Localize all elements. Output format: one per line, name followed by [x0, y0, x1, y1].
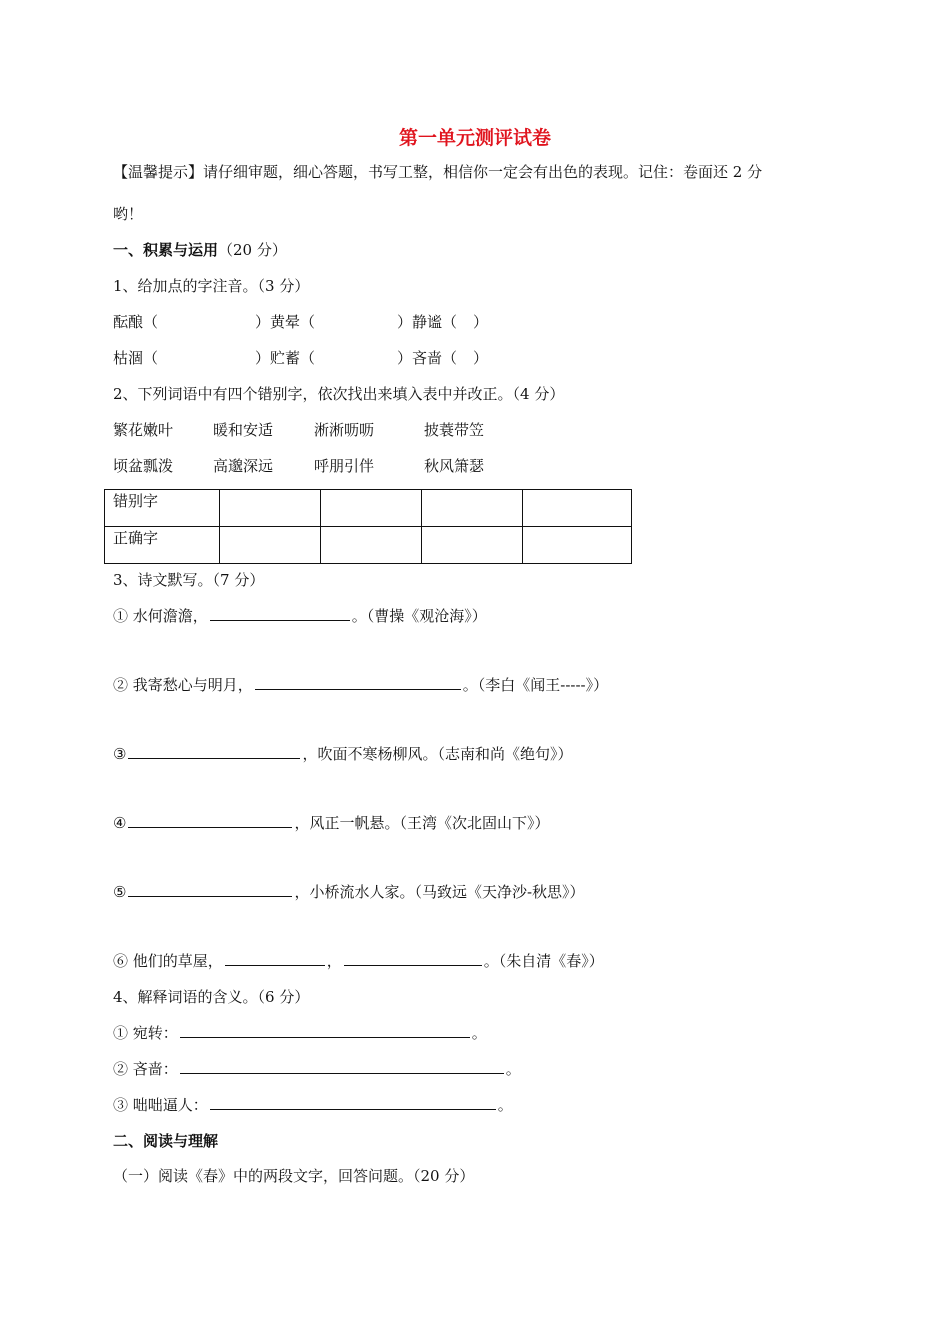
q2-word: 高邈深远 — [213, 457, 274, 475]
q3-item-text: ，小桥流水人家。（马致远《天净沙-秋思》） — [294, 883, 585, 901]
q2-row-2 — [113, 456, 484, 476]
q3-item-text: ⑤ — [113, 883, 127, 901]
q2-word: 繁花嫩叶 — [113, 421, 174, 439]
table-cell-input[interactable] — [422, 490, 523, 527]
q2-word: 暖和安适 — [213, 421, 274, 439]
table-cell-input[interactable] — [321, 490, 422, 527]
table-cell-input[interactable] — [220, 490, 321, 527]
q3-prompt: 3、诗文默写。（7 分） — [113, 571, 265, 589]
answer-blank[interactable] — [128, 882, 292, 897]
q4-item-text: ③ 咄咄逼人： — [113, 1096, 208, 1114]
table-cell-input[interactable] — [523, 527, 632, 564]
answer-blank[interactable] — [255, 675, 461, 690]
section-1-score: （20 分） — [218, 241, 287, 259]
q3-item-6 — [113, 951, 604, 971]
section-1-heading — [113, 240, 287, 260]
answer-blank[interactable] — [225, 951, 325, 966]
q4-item-1 — [113, 1023, 487, 1043]
q4-item-text: 。 — [497, 1096, 513, 1114]
q3-item-text: ① 水何澹澹， — [113, 607, 208, 625]
q1-row-1 — [113, 312, 488, 332]
table-cell-input[interactable] — [523, 490, 632, 527]
section-2-heading: 二、阅读与理解 — [113, 1132, 219, 1150]
q3-item-2 — [113, 675, 608, 695]
answer-blank[interactable] — [344, 951, 482, 966]
page-title: 第一单元测评试卷 — [398, 127, 551, 149]
tip-line-2: 哟！ — [113, 205, 144, 223]
q1-row-2 — [113, 348, 488, 368]
q1-word-1: 酝酿（ — [113, 313, 159, 331]
table-label-wrong: 错别字 — [105, 490, 220, 527]
q3-item-text: ④ — [113, 814, 127, 832]
table-row — [105, 527, 632, 564]
correction-table — [104, 489, 632, 564]
q4-item-text: ① 宛转： — [113, 1024, 178, 1042]
q2-word: 披蓑带笠 — [424, 421, 485, 439]
q2-word: 呼朋引伴 — [314, 457, 375, 475]
q2-row-1 — [113, 420, 484, 440]
q1-word-4: 枯涸（ — [113, 349, 159, 367]
q3-item-text: ⑥ 他们的草屋， — [113, 952, 223, 970]
q3-item-5 — [113, 882, 585, 902]
q3-item-text: 。（李白《闻王-----》） — [462, 676, 609, 694]
q4-prompt: 4、解释词语的含义。（6 分） — [113, 988, 310, 1006]
answer-blank[interactable] — [180, 1023, 470, 1038]
q3-item-text: ，风正一帆悬。（王湾《次北固山下》） — [294, 814, 550, 832]
table-label-correct: 正确字 — [105, 527, 220, 564]
answer-blank[interactable] — [210, 606, 350, 621]
section-1-title: 一、积累与运用 — [113, 241, 219, 259]
q3-item-text: ② 我寄愁心与明月， — [113, 676, 253, 694]
tip-line-1: 【温馨提示】请仔细审题，细心答题，书写工整，相信你一定会有出色的表现。记住：卷面还 2 分 — [113, 163, 763, 181]
q4-item-3 — [113, 1095, 513, 1115]
table-row — [105, 490, 632, 527]
answer-blank[interactable] — [180, 1059, 504, 1074]
q4-item-text: 。 — [471, 1024, 487, 1042]
q2-prompt: 2、下列词语中有四个错别字，依次找出来填入表中并改正。（4 分） — [113, 385, 565, 403]
q3-item-1 — [113, 606, 487, 626]
q1-prompt: 1、给加点的字注音。（3 分） — [113, 277, 310, 295]
answer-blank[interactable] — [210, 1095, 496, 1110]
q3-item-text: 。（朱自清《春》） — [483, 952, 604, 970]
q1-word-end: ） — [473, 313, 489, 331]
table-cell-input[interactable] — [220, 527, 321, 564]
q2-word: 秋风箫瑟 — [424, 457, 485, 475]
q1-word-3: ）静谧（ — [397, 313, 458, 331]
q1-word-2: ）黄晕（ — [255, 313, 316, 331]
q1-word-6: ）吝啬（ — [397, 349, 458, 367]
q3-item-text: ③ — [113, 745, 127, 763]
q2-word: 顷盆瓢泼 — [113, 457, 174, 475]
q1-word-end-2: ） — [473, 349, 489, 367]
q3-item-4 — [113, 813, 549, 833]
answer-blank[interactable] — [128, 813, 292, 828]
q4-item-text: ② 吝啬： — [113, 1060, 178, 1078]
q4-item-2 — [113, 1059, 521, 1079]
q3-item-text: 。（曹操《观沧海》） — [351, 607, 487, 625]
q2-word: 淅淅呖呖 — [314, 421, 375, 439]
answer-blank[interactable] — [128, 744, 300, 759]
q4-item-text: 。 — [505, 1060, 521, 1078]
table-cell-input[interactable] — [321, 527, 422, 564]
q1-word-5: ）贮蓄（ — [255, 349, 316, 367]
section-2-sub: （一）阅读《春》中的两段文字，回答问题。（20 分） — [113, 1167, 475, 1185]
table-cell-input[interactable] — [422, 527, 523, 564]
q3-item-text: ，吹面不寒杨柳风。（志南和尚《绝句》） — [302, 745, 573, 763]
q3-item-3 — [113, 744, 572, 764]
q3-item-text: ， — [326, 952, 342, 970]
